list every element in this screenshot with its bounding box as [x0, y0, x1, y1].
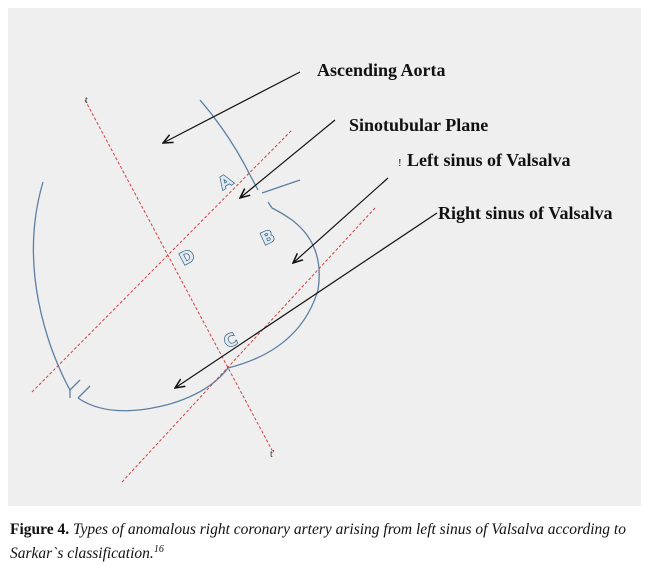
- label-ascending-aorta: Ascending Aorta: [317, 60, 446, 80]
- caption-lead: Figure 4.: [10, 521, 70, 538]
- vertical-reference-line: [85, 100, 273, 452]
- caption-body: Types of anomalous right coronary artery arising from left sinus of Valsalva according to Sarkar`s classification.: [10, 521, 626, 563]
- left-sinus-arrow: [293, 178, 388, 263]
- region-b-label: B: [257, 226, 279, 250]
- aorta-notch-left: [70, 380, 90, 398]
- caption-reference: 16: [153, 544, 164, 555]
- right-sinus-arrow: [175, 213, 437, 388]
- label-left-sinus: Left sinus of Valsalva: [407, 150, 571, 170]
- label-right-sinus: Right sinus of Valsalva: [438, 203, 613, 223]
- axis-tick-top: t: [85, 95, 88, 106]
- sinotubular-notch: [250, 175, 300, 208]
- sinus-base-reference-line: [122, 208, 375, 482]
- left-sinus-mark: !: [398, 157, 402, 169]
- region-d-label: D: [176, 245, 199, 270]
- label-sinotubular-plane: Sinotubular Plane: [349, 115, 489, 135]
- ascending-aorta-arrow: [163, 72, 300, 143]
- axis-tick-bottom: t': [270, 449, 275, 460]
- region-c-label: C: [220, 329, 241, 353]
- sinotubular-plane-arrow: [240, 120, 335, 198]
- region-a-label: A: [214, 170, 237, 195]
- sinus-outline-bottom: [78, 368, 228, 411]
- sinotubular-reference-line: [32, 130, 292, 392]
- figure-caption: [10, 520, 640, 564]
